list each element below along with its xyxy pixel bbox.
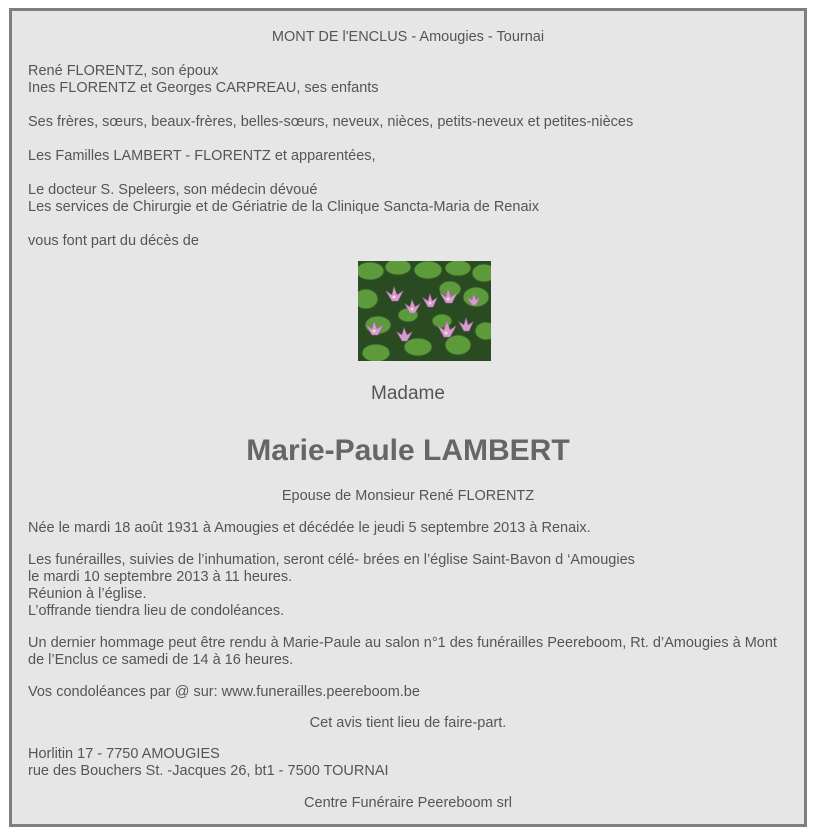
header-location: MONT DE l'ENCLUS - Amougies - Tournai: [271, 29, 545, 45]
condolences-line: Vos condoléances par @ sur: www.funerailles.peereboom.be: [28, 684, 420, 700]
footer-funeral-home: Centre Funéraire Peereboom srl: [304, 795, 512, 811]
deceased-name: Marie-Paule LAMBERT: [246, 434, 570, 467]
obituary-frame: [9, 8, 807, 827]
funeral-line-1: Les funérailles, suivies de l’inhumation, seront célé- brées en l’église Saint-Bavon d ‘Amougies: [28, 552, 635, 568]
family-line-clinic: Les services de Chirurgie et de Gériatrie de la Clinique Sancta-Maria de Renaix: [28, 199, 539, 215]
family-line-siblings: Ses frères, sœurs, beaux-frères, belles-sœurs, neveux, nièces, petits-neveux et petites-nièces: [28, 114, 634, 130]
address-line-1: Horlitin 17 - 7750 AMOUGIES: [28, 746, 220, 762]
family-line-spouse: René FLORENTZ, son époux: [28, 63, 219, 79]
funeral-line-3: Réunion à l’église.: [28, 586, 147, 602]
deceased-honorific: Madame: [371, 383, 445, 404]
family-line-children: Ines FLORENTZ et Georges CARPREAU, ses enfants: [28, 80, 379, 96]
tribute-line-1: Un dernier hommage peut être rendu à Marie-Paule au salon n°1 des funérailles Peereboom, Rt. d’Amougies à Mont: [28, 635, 777, 651]
water-lily-image: [358, 261, 491, 361]
family-line-families: Les Familles LAMBERT - FLORENTZ et apparentées,: [28, 148, 376, 164]
funeral-line-4: L’offrande tiendra lieu de condoléances.: [28, 603, 285, 619]
birth-death-line: Née le mardi 18 août 1931 à Amougies et décédée le jeudi 5 septembre 2013 à Renaix.: [28, 520, 591, 536]
funeral-line-2: le mardi 10 septembre 2013 à 11 heures.: [28, 569, 293, 585]
family-line-doctor: Le docteur S. Speleers, son médecin dévoué: [28, 182, 318, 198]
water-lily-illustration: [358, 261, 491, 361]
tribute-line-2: de l’Enclus ce samedi de 14 à 16 heures.: [28, 652, 294, 668]
deceased-spouse: Epouse de Monsieur René FLORENTZ: [281, 488, 535, 504]
announcement-line: vous font part du décès de: [28, 233, 199, 249]
address-line-2: rue des Bouchers St. -Jacques 26, bt1 - 7500 TOURNAI: [28, 763, 389, 779]
notice-line: Cet avis tient lieu de faire-part.: [309, 715, 507, 731]
